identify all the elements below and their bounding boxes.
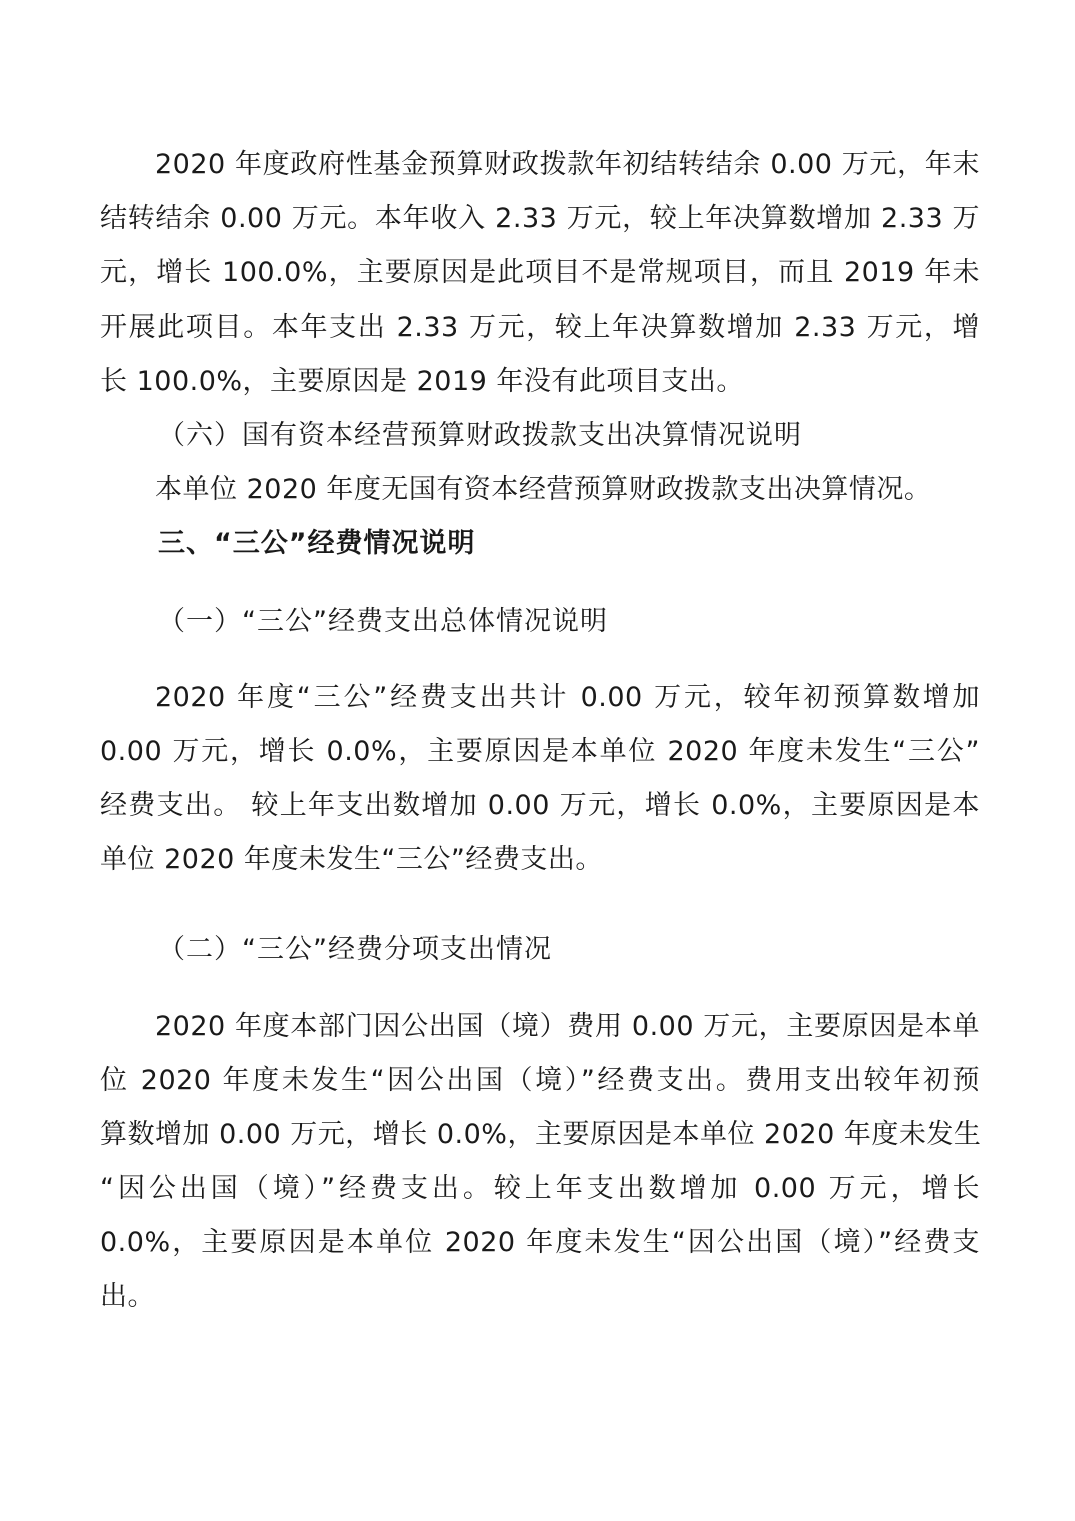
paragraph-line: 2020 年度“三公”经费支出共计 0.00 万元，较年初预算数增加 bbox=[155, 682, 980, 713]
paragraph-line: 算数增加 0.00 万元，增长 0.0%，主要原因是本单位 2020 年度未发生 bbox=[100, 1119, 982, 1150]
paragraph-line: 元，增长 100.0%，主要原因是此项目不是常规项目，而且 2019 年未 bbox=[100, 257, 980, 288]
paragraph-line: 2020 年度本部门因公出国（境）费用 0.00 万元，主要原因是本单 bbox=[155, 1011, 980, 1042]
section-six-body: 本单位 2020 年度无国有资本经营预算财政拨款支出决算情况。 bbox=[155, 474, 932, 505]
paragraph-line: 0.0%，主要原因是本单位 2020 年度未发生“因公出国（境）”经费支 bbox=[100, 1227, 980, 1258]
paragraph-line: 出。 bbox=[100, 1281, 155, 1312]
paragraph-line: 经费支出。 较上年支出数增加 0.00 万元，增长 0.0%，主要原因是本 bbox=[100, 790, 980, 821]
paragraph-line: 0.00 万元，增长 0.0%，主要原因是本单位 2020 年度未发生“三公” bbox=[100, 736, 980, 767]
paragraph-line: 开展此项目。本年支出 2.33 万元，较上年决算数增加 2.33 万元，增 bbox=[100, 312, 980, 343]
paragraph-line: “因公出国（境）”经费支出。较上年支出数增加 0.00 万元，增长 bbox=[100, 1173, 980, 1204]
paragraph-line: 长 100.0%，主要原因是 2019 年没有此项目支出。 bbox=[100, 366, 744, 397]
section-three-title: 三、“三公”经费情况说明 bbox=[158, 528, 476, 559]
paragraph-line: 2020 年度政府性基金预算财政拨款年初结转结余 0.00 万元，年末 bbox=[155, 149, 980, 180]
paragraph-line: 单位 2020 年度未发生“三公”经费支出。 bbox=[100, 844, 603, 875]
paragraph-line: 结转结余 0.00 万元。本年收入 2.33 万元，较上年决算数增加 2.33 万 bbox=[100, 203, 980, 234]
section-two-title: （二）“三公”经费分项支出情况 bbox=[158, 934, 552, 965]
section-one-title: （一）“三公”经费支出总体情况说明 bbox=[158, 606, 608, 637]
paragraph-line: 位 2020 年度未发生“因公出国（境）”经费支出。费用支出较年初预 bbox=[100, 1065, 980, 1096]
section-six-title: （六）国有资本经营预算财政拨款支出决算情况说明 bbox=[158, 420, 802, 451]
